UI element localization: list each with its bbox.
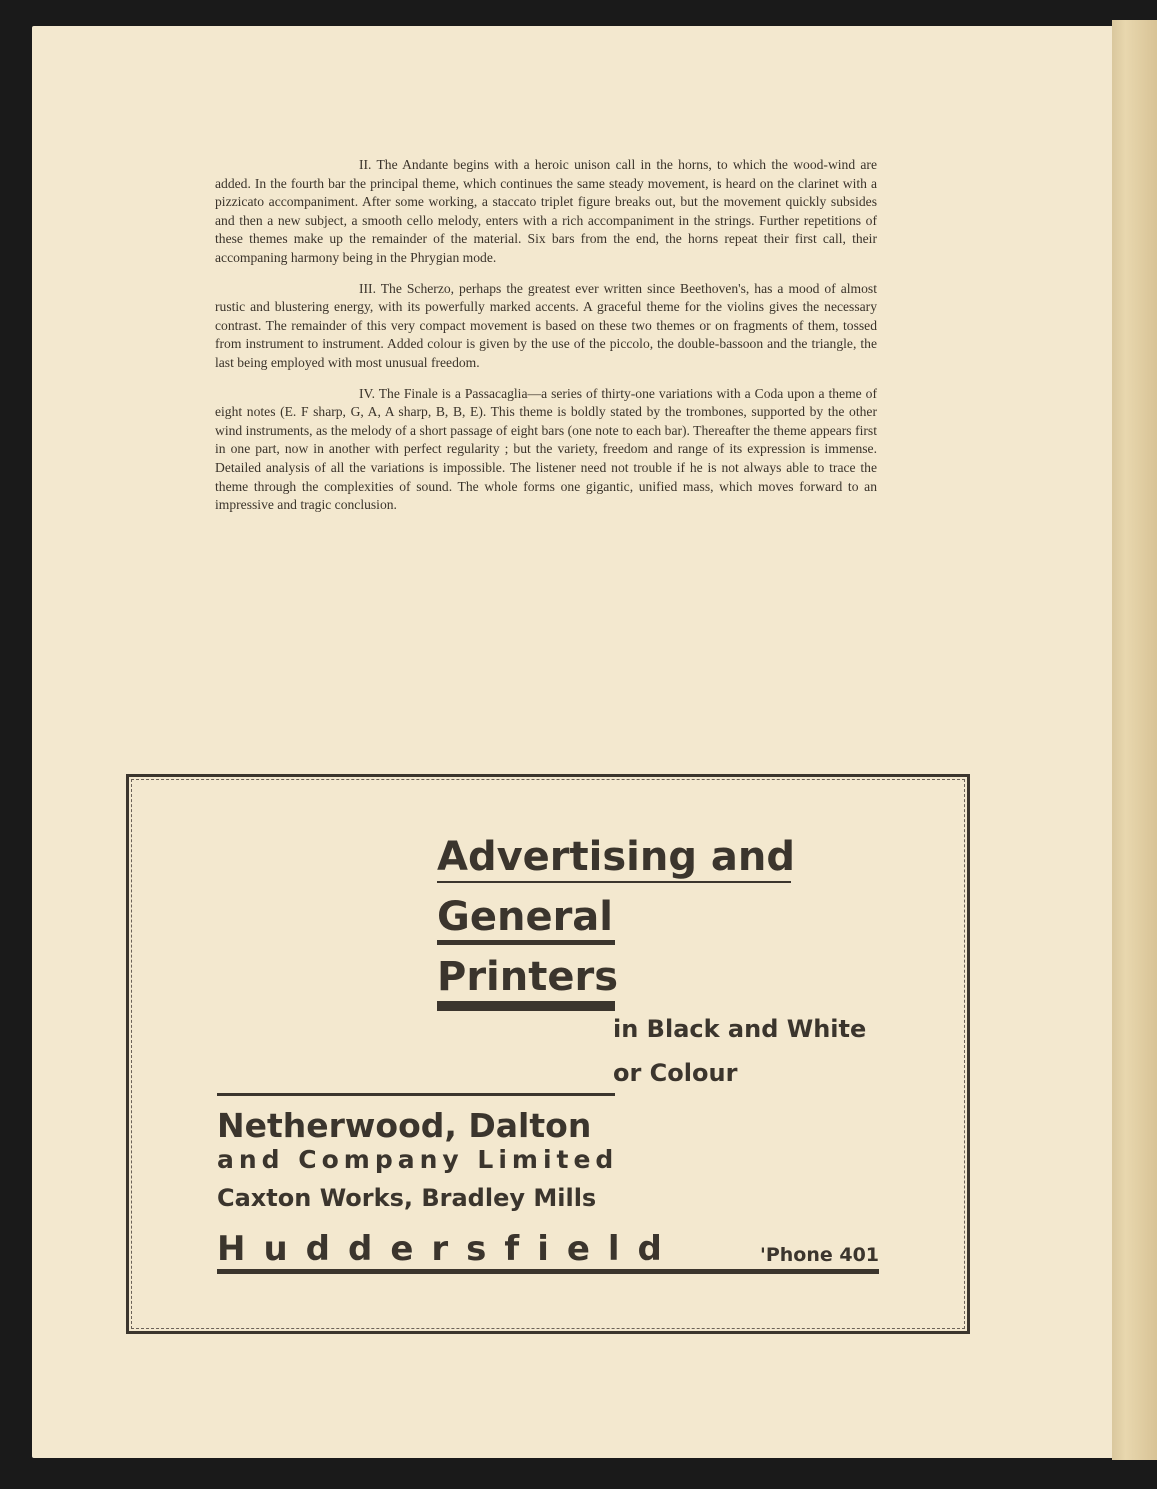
phone-number: 'Phone 401 bbox=[760, 1244, 880, 1266]
company-name: Netherwood, Dalton bbox=[217, 1106, 592, 1145]
underline-2 bbox=[437, 940, 615, 945]
company-town: Huddersfield bbox=[217, 1229, 680, 1269]
bottom-rule bbox=[217, 1269, 879, 1274]
ad-subline-1: in Black and White bbox=[613, 1015, 867, 1043]
underline-3 bbox=[437, 1001, 615, 1011]
divider-line bbox=[217, 1093, 615, 1096]
ad-subline-2: or Colour bbox=[613, 1059, 738, 1087]
program-notes bbox=[215, 156, 877, 527]
advertisement-box bbox=[126, 774, 970, 1334]
underline-1 bbox=[437, 881, 791, 883]
ad-headline-1: Advertising and bbox=[437, 834, 796, 880]
paragraph-scherzo: III. The Scherzo, perhaps the greatest ever written since Beethoven's, has a mood of almost rustic and blustering energy, with its powerfully marked accents. A graceful theme for the violins gives the necessary contrast. The remainder of this very compact movement is based on these two themes or on fragments of them, tossed from instrument to instrument. Added colour is given by the use of the piccolo, the double-bassoon and the triangle, the last being employed with most unusual freedom. bbox=[215, 280, 877, 370]
company-suffix: and Company Limited bbox=[217, 1145, 619, 1174]
paragraph-andante: II. The Andante begins with a heroic unison call in the horns, to which the wood-wind are added. In the fourth bar the principal theme, which continues the same steady movement, is heard on the clarinet with a pizzicato accompaniment. After some working, a staccato triplet figure breaks out, but the movement quickly subsides and then a new subject, a smooth cello melody, enters with a rich accompaniment in the strings. Further repetitions of these themes make up the remainder of the material. Six bars from the end, the horns repeat their first call, their accompaning harmony being in the Phrygian mode. bbox=[215, 157, 877, 265]
ad-headline-2: General bbox=[437, 894, 613, 940]
company-address: Caxton Works, Bradley Mills bbox=[217, 1184, 597, 1212]
paragraph-finale: IV. The Finale is a Passacaglia—a series of thirty-one variations with a Coda upon a theme of eight notes (E. F sharp, G, A, A sharp, B, B, E). This theme is boldly stated by the trombones, supported by the other wind instruments, as the melody of a short passage of eight bars (one note to each bar). Thereafter the theme appears first in one part, now in another with perfect regularity ; but the variety, freedom and range of its expression is immense. Detailed analysis of all the variations is impossible. The listener need not trouble if he is not always able to trace the theme through the complexities of sound. The whole forms one gigantic, unified mass, which moves forward to an impressive and tragic conclusion. bbox=[215, 385, 877, 513]
page-edge bbox=[1112, 20, 1157, 1460]
ad-headline-3: Printers bbox=[437, 954, 619, 1000]
